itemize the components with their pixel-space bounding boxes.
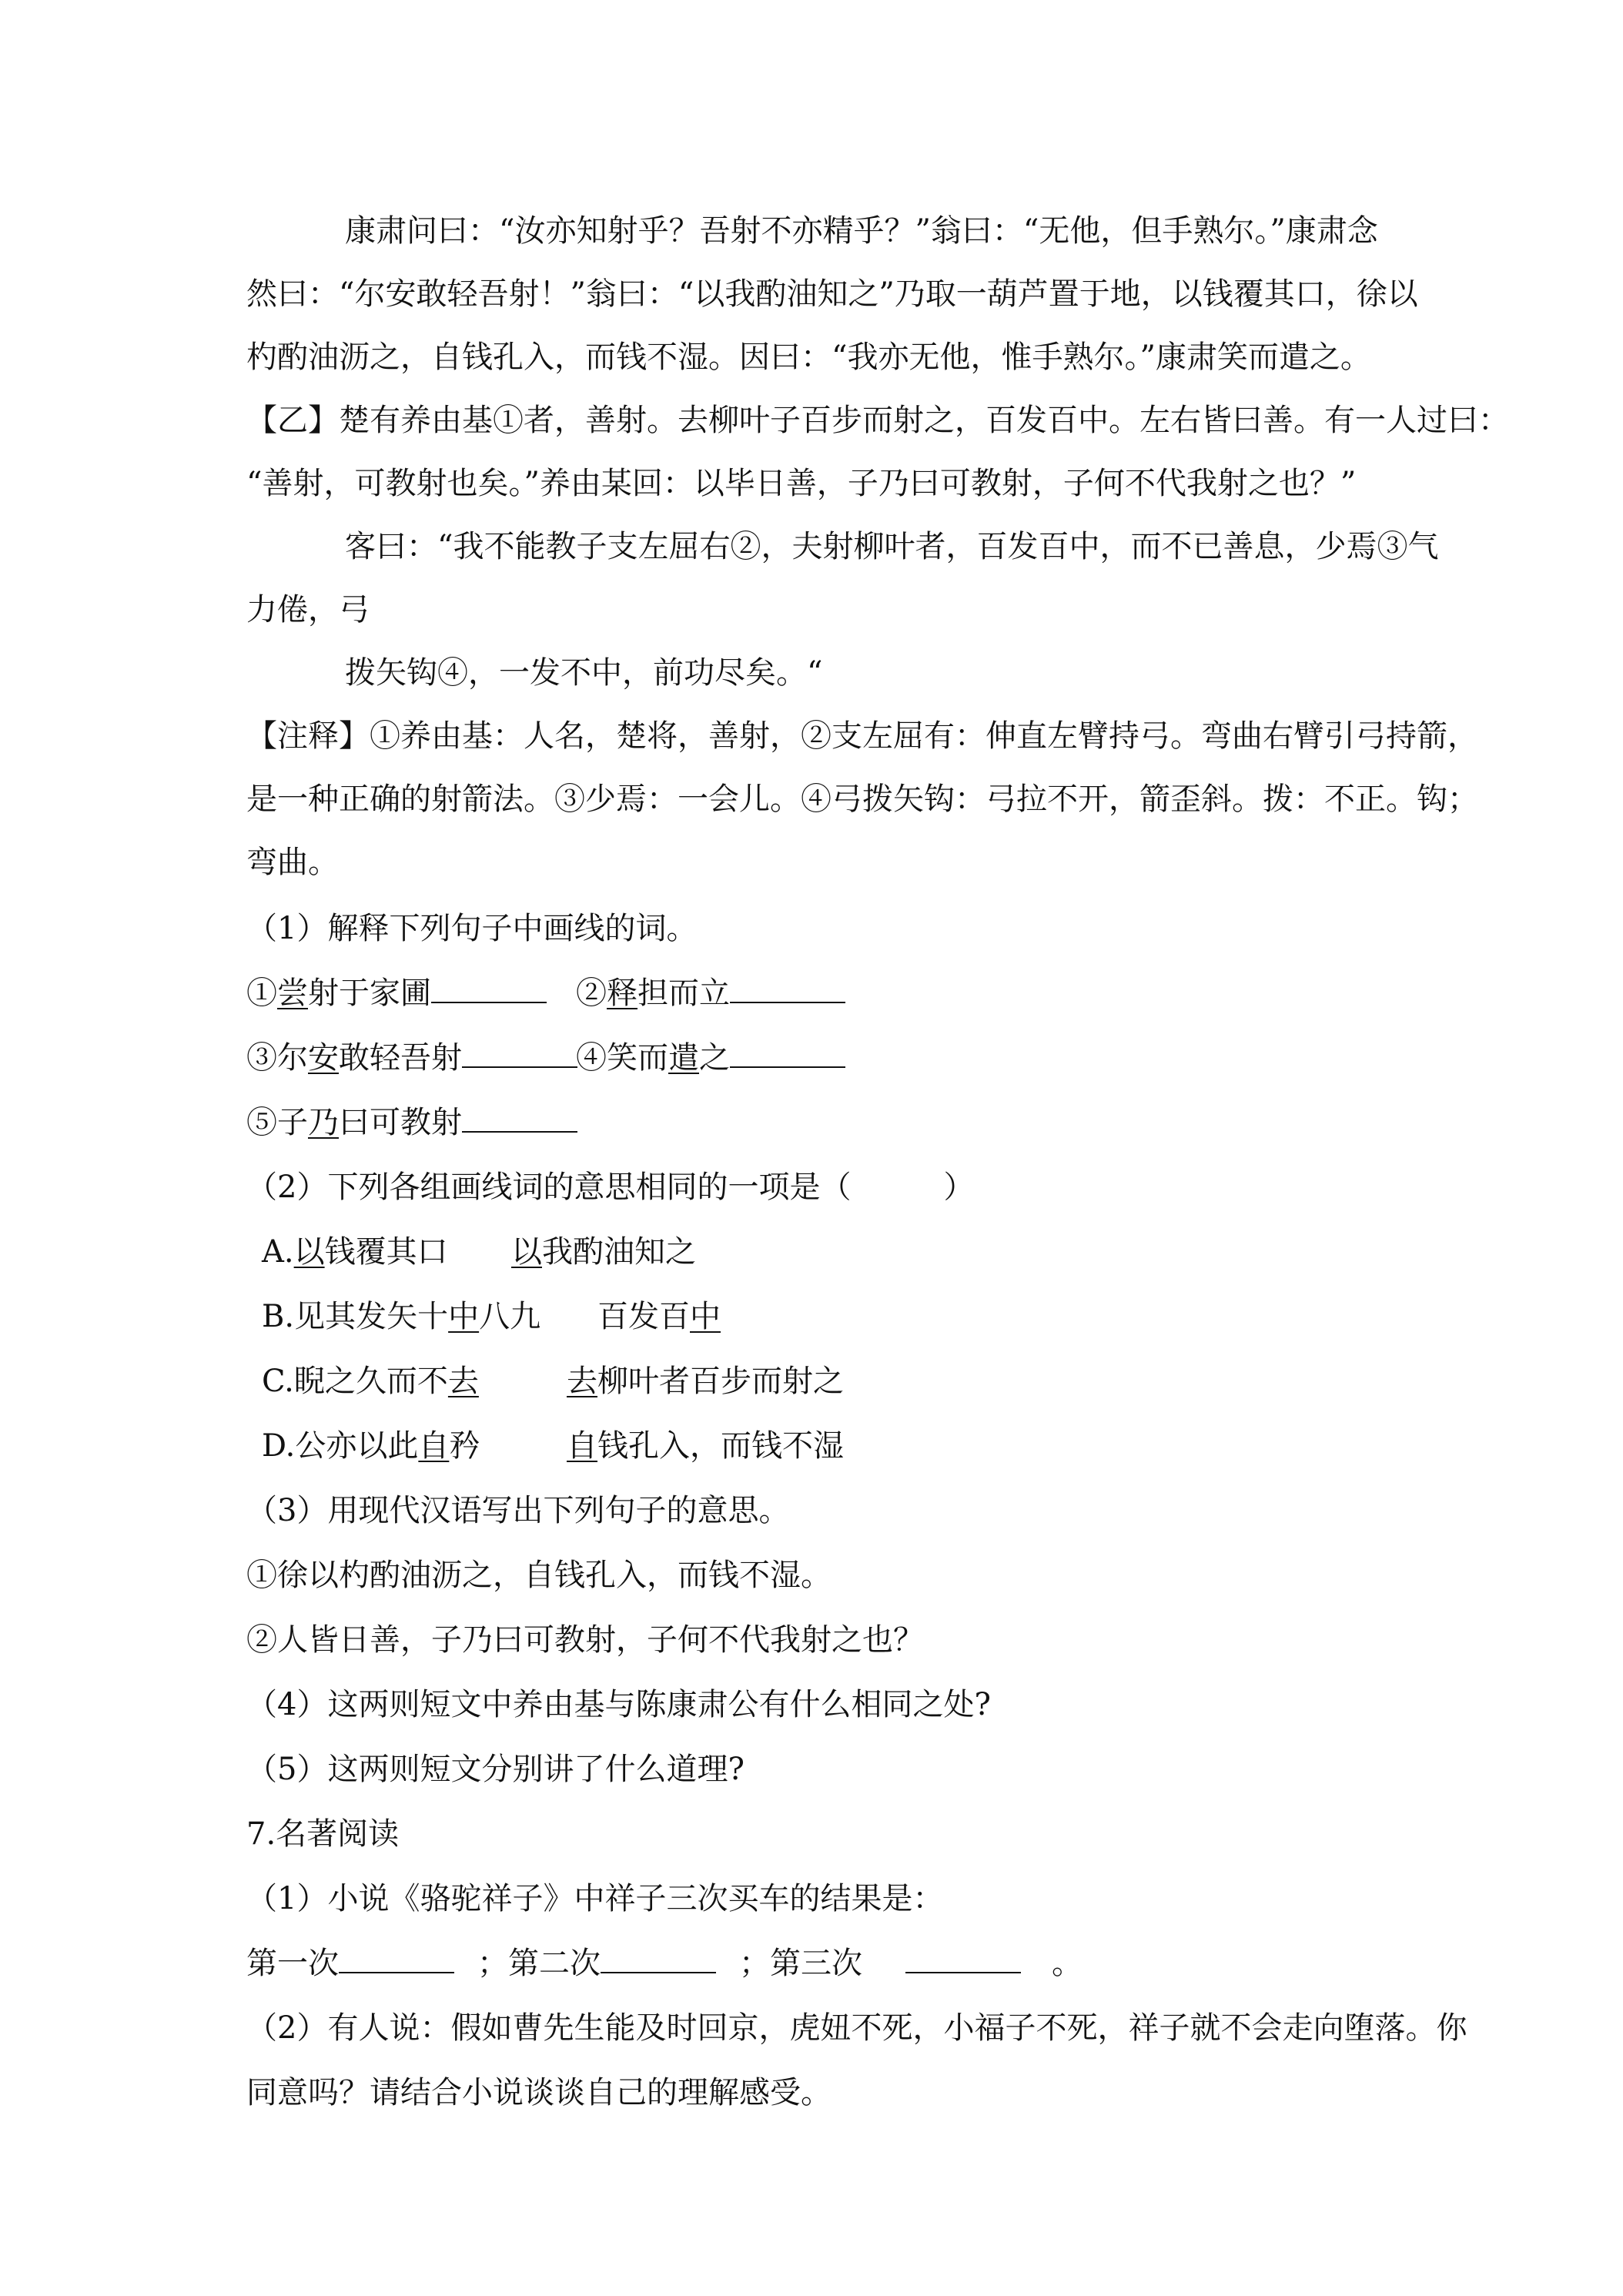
section-7-q1-prompt: （1）小说《骆驼祥子》中祥子三次买车的结果是： bbox=[246, 1881, 944, 1916]
q2-option-c-right: 去柳叶者百步而射之 bbox=[567, 1364, 844, 1399]
q1-item-4: ④笑而遣之 bbox=[576, 1038, 845, 1078]
answer-blank[interactable] bbox=[462, 1040, 577, 1068]
passage-jia-line-2: 然曰：“尔安敢轻吾射！”翁曰：“以我酌油知之”乃取一葫芦置于地，以钱覆其口，徐以 bbox=[246, 276, 1418, 312]
q3-sentence-2: ②人皆日善，子乃曰可教射，子何不代我射之也？ bbox=[246, 1622, 924, 1658]
passage-jia-line-1: 康肃问曰：“汝亦知射乎？吾射不亦精乎？”翁曰：“无他，但手熟尔。”康肃念 bbox=[345, 213, 1378, 249]
question-5-prompt: （5）这两则短文分别讲了什么道理? bbox=[246, 1752, 745, 1787]
answer-blank[interactable] bbox=[601, 1946, 716, 1973]
q2-option-d-right: 自钱孔入，而钱不湿 bbox=[567, 1428, 844, 1464]
q1-item-2: ②释担而立 bbox=[576, 973, 845, 1013]
answer-blank[interactable] bbox=[730, 976, 845, 1003]
q2-option-b-right: 百发百中 bbox=[597, 1299, 721, 1334]
q3-sentence-1: ①徐以杓酌油沥之，自钱孔入，而钱不湿。 bbox=[246, 1558, 832, 1593]
q2-option-c-left: C.睨之久而不去 bbox=[262, 1364, 479, 1399]
answer-blank[interactable] bbox=[730, 1040, 845, 1068]
q2-option-a-right: 以我酌油知之 bbox=[511, 1234, 696, 1270]
notes-line-3: 弯曲。 bbox=[246, 845, 339, 880]
passage-yi-line-1: 【乙】楚有养由基①者，善射。去柳叶子百步而射之，百发百中。左右皆曰善。有一人过曰： bbox=[246, 403, 1509, 438]
question-1-prompt: （1）解释下列句子中画线的词。 bbox=[246, 911, 698, 946]
q1-item-1: ①尝射于家圃 bbox=[246, 973, 547, 1013]
passage-yi-line-3: 客曰：“我不能教子支左屈右②，夫射柳叶者，百发百中，而不已善息，少焉③气 bbox=[345, 529, 1439, 564]
q2-option-a-left: A.以钱覆其口 bbox=[262, 1234, 448, 1270]
section-7-q2-line-2: 同意吗？请结合小说谈谈自己的理解感受。 bbox=[246, 2075, 832, 2110]
section-7-title: 7.名著阅读 bbox=[246, 1816, 400, 1852]
q1-item-3: ③尔安敢轻吾射 bbox=[246, 1038, 577, 1078]
notes-line-1: 【注释】①养由基：人名，楚将，善射，②支左屈有：伸直左臂持弓。弯曲右臂引弓持箭， bbox=[246, 718, 1478, 754]
section-7-q1-answers: 第一次 ；第二次 ；第三次 。 bbox=[246, 1946, 1083, 1981]
question-4-prompt: （4）这两则短文中养由基与陈康肃公有什么相同之处? bbox=[246, 1687, 991, 1722]
answer-blank[interactable] bbox=[431, 976, 547, 1003]
passage-jia-line-3: 杓酌油沥之，自钱孔入，而钱不湿。因曰：“我亦无他，惟手熟尔。”康肃笑而遣之。 bbox=[246, 340, 1371, 375]
q1-item-5: ⑤子乃曰可教射 bbox=[246, 1103, 577, 1143]
question-3-prompt: （3）用现代汉语写出下列句子的意思。 bbox=[246, 1493, 790, 1528]
passage-yi-line-2: “善射，可教射也矣。”养由某回：以毕日善，子乃曰可教射，子何不代我射之也？” bbox=[246, 466, 1357, 501]
question-2-prompt: （2）下列各组画线词的意思相同的一项是（ ） bbox=[246, 1170, 975, 1205]
passage-yi-line-5: 拨矢钩④，一发不中，前功尽矣。“ bbox=[345, 655, 823, 691]
q2-option-d-left: D.公亦以此自矜 bbox=[262, 1428, 480, 1464]
notes-line-2: 是一种正确的射箭法。③少焉：一会儿。④弓拨矢钩：弓拉不开，箭歪斜。拨：不正。钩； bbox=[246, 782, 1478, 817]
answer-blank[interactable] bbox=[462, 1105, 577, 1133]
answer-blank[interactable] bbox=[905, 1946, 1021, 1973]
q2-option-b-left: B.见其发矢十中八九 bbox=[262, 1299, 541, 1334]
answer-blank[interactable] bbox=[339, 1946, 454, 1973]
passage-yi-line-4: 力倦，弓 bbox=[246, 592, 370, 628]
section-7-q2-line-1: （2）有人说：假如曹先生能及时回京，虎妞不死，小福子不死，祥子就不会走向堕落。你 bbox=[246, 2010, 1467, 2046]
